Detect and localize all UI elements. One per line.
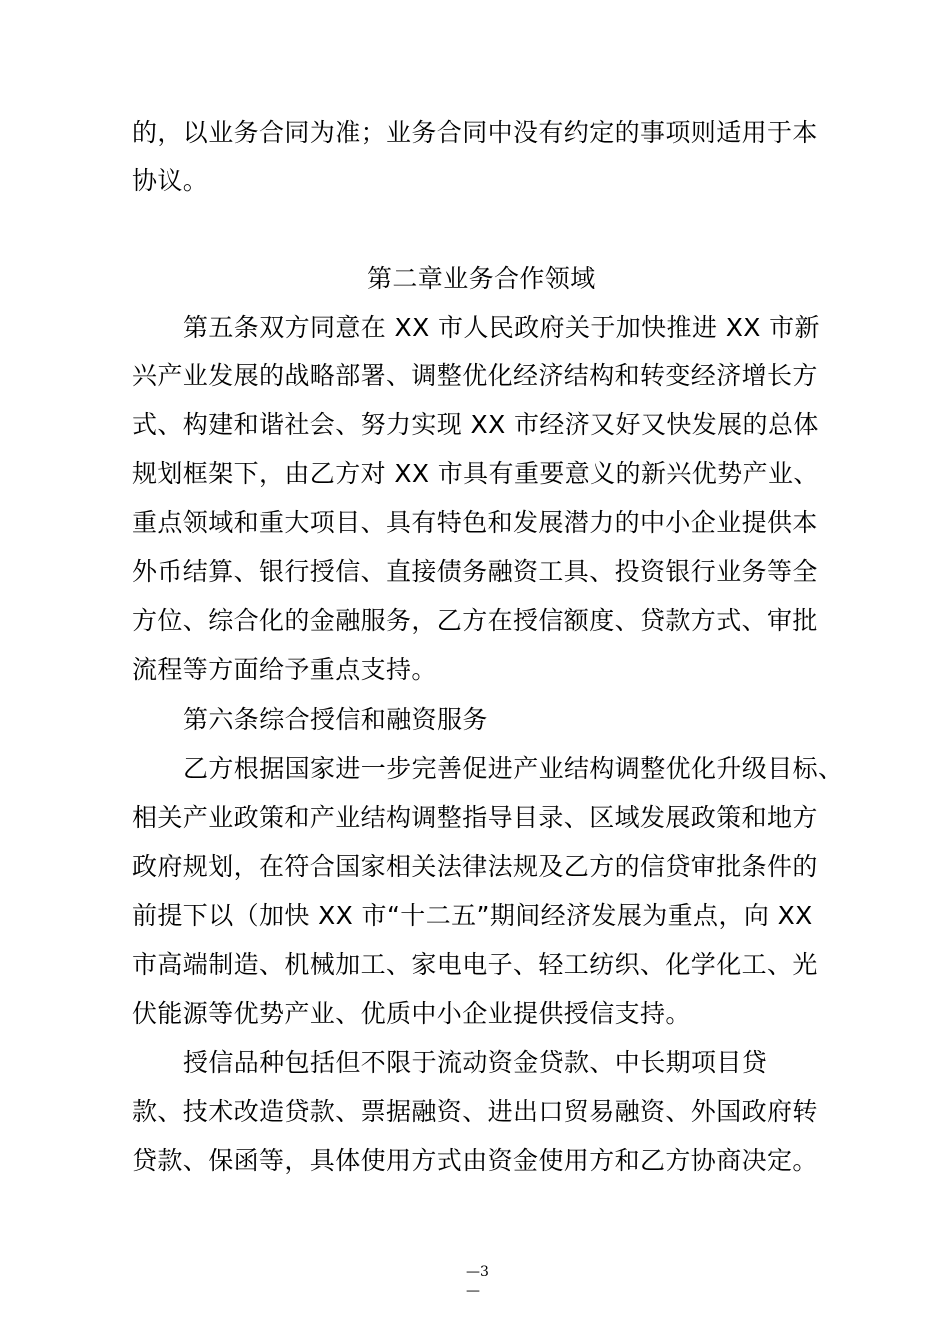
- paragraph-line: 式、构建和谐社会、努力实现 XX 市经济又好又快发展的总体: [132, 410, 819, 439]
- paragraph-line: 前提下以（加快 XX 市“十二五”期间经济发展为重点，向 XX: [132, 901, 813, 930]
- paragraph-line: 协议。: [132, 166, 209, 195]
- page-number: —3: [466, 1264, 489, 1280]
- paragraph-line: 流程等方面给予重点支持。: [132, 655, 437, 684]
- paragraph-line: 市高端制造、机械加工、家电电子、轻工纺织、化学化工、光: [132, 950, 818, 979]
- chapter-heading: 第二章业务合作领域: [367, 264, 596, 293]
- paragraph-line: 方位、综合化的金融服务，乙方在授信额度、贷款方式、审批: [132, 606, 818, 635]
- paragraph-line: 重点领域和重大项目、具有特色和发展潜力的中小企业提供本: [132, 508, 818, 537]
- paragraph-line: 兴产业发展的战略部署、调整优化经济结构和转变经济增长方: [132, 361, 818, 390]
- paragraph-line: 规划框架下，由乙方对 XX 市具有重要意义的新兴优势产业、: [132, 459, 819, 488]
- paragraph-line: 相关产业政策和产业结构调整指导目录、区域发展政策和地方: [132, 803, 818, 832]
- paragraph-line: 政府规划，在符合国家相关法律法规及乙方的信贷审批条件的: [132, 852, 818, 881]
- paragraph-line: 乙方根据国家进一步完善促进产业结构调整优化升级目标、: [183, 754, 844, 783]
- paragraph-line: 外币结算、银行授信、直接债务融资工具、投资银行业务等全: [132, 557, 818, 586]
- page-footer-dash: —: [466, 1283, 480, 1299]
- paragraph-line: 伏能源等优势产业、优质中小企业提供授信支持。: [132, 999, 691, 1028]
- paragraph-line: 的，以业务合同为准；业务合同中没有约定的事项则适用于本: [132, 118, 818, 147]
- paragraph-line: 款、技术改造贷款、票据融资、进出口贸易融资、外国政府转: [132, 1097, 818, 1126]
- article-heading: 第六条综合授信和融资服务: [183, 705, 488, 734]
- paragraph-line: 授信品种包括但不限于流动资金贷款、中长期项目贷: [183, 1048, 768, 1077]
- paragraph-line: 第五条双方同意在 XX 市人民政府关于加快推进 XX 市新: [183, 313, 820, 342]
- paragraph-line: 贷款、保函等，具体使用方式由资金使用方和乙方协商决定。: [132, 1146, 818, 1175]
